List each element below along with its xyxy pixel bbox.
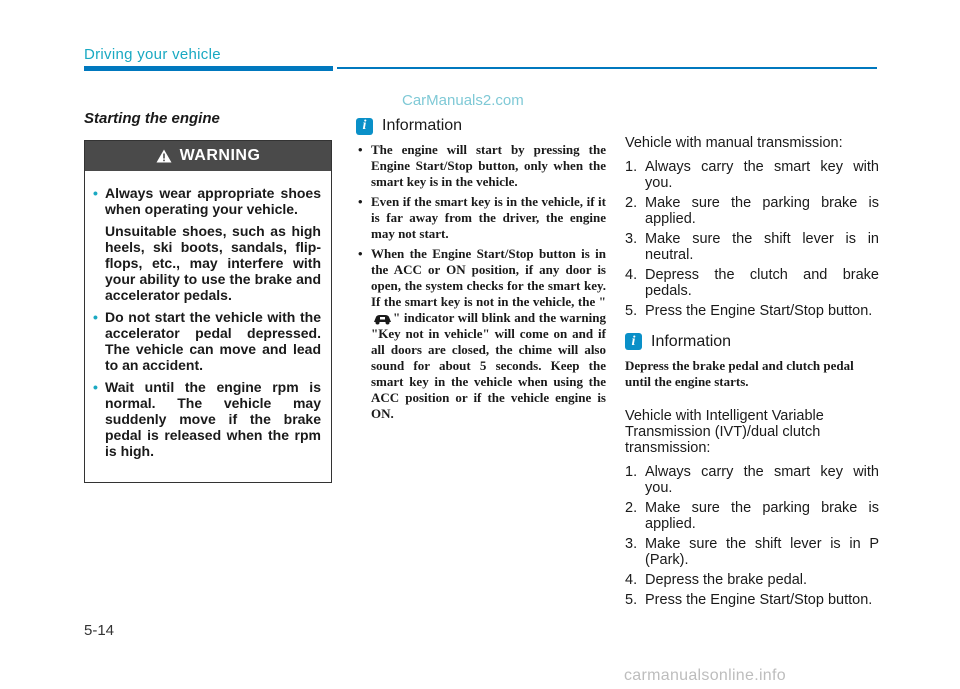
bullet-icon: • <box>358 142 363 157</box>
list-item: 1. Always carry the smart key with you. <box>625 159 879 191</box>
info-heading <box>356 117 462 135</box>
manual-steps-list <box>625 159 879 319</box>
bullet-icon: • <box>358 194 363 209</box>
warning-header <box>85 141 331 171</box>
list-item: 2. Make sure the parking brake is applied. <box>625 195 879 227</box>
ivt-steps-list <box>625 464 879 608</box>
warning-item <box>93 309 321 373</box>
info-icon: i <box>356 118 373 135</box>
list-item: 5. Press the Engine Start/Stop button. <box>625 592 873 608</box>
list-item: 4. Depress the clutch and brake pedals. <box>625 267 879 299</box>
smart-key-indicator-icon <box>371 313 393 325</box>
list-item: 2. Make sure the parking brake is applied. <box>625 500 879 532</box>
warning-list <box>85 171 331 459</box>
warning-item <box>93 379 321 459</box>
bullet-icon: • <box>93 309 98 325</box>
manual-intro: Vehicle with manual transmission: <box>625 135 843 151</box>
list-item: 3. Make sure the shift lever is in neutral. <box>625 231 879 263</box>
bullet-icon: • <box>358 246 363 261</box>
warning-item <box>93 185 321 303</box>
list-item: 4. Depress the brake pedal. <box>625 572 808 588</box>
watermark-bottom: carmanualsonline.info <box>624 667 786 684</box>
bullet-icon: • <box>93 185 98 201</box>
list-item: 3. Make sure the shift lever is in P (Park). <box>625 536 879 568</box>
page-title: Starting the engine <box>84 110 220 127</box>
list-item: 5. Press the Engine Start/Stop button. <box>625 303 873 319</box>
header-bar-thick <box>84 66 333 71</box>
ivt-intro: Vehicle with Intelligent Variable Transmission (IVT)/dual clutch transmission: <box>625 408 824 456</box>
warning-paragraph: Wait until the engine rpm is normal. The vehicle may suddenly move if the brake pedal is released when the rpm is high. <box>105 379 321 459</box>
page-number: 5-14 <box>84 622 115 639</box>
warning-paragraph: Always wear appropriate shoes when operating your vehicle. <box>105 185 321 217</box>
bullet-icon: • <box>93 379 98 395</box>
info-title: Information <box>382 117 463 134</box>
info-icon: i <box>625 333 642 350</box>
info-item-text-after: " indicator will blink and the warning "Key not in vehicle" will come on and if all doors are closed, the chime will also sound for about 5 seconds. Keep the smart key in the vehicle when using the ACC position or if the vehicle engine is ON. <box>371 310 606 421</box>
header-section-title: Driving your vehicle <box>84 46 221 63</box>
header-bar-thin <box>337 67 877 69</box>
info-title: Information <box>651 332 732 350</box>
list-item: 1. Always carry the smart key with you. <box>625 464 879 496</box>
warning-paragraph: Unsuitable shoes, such as high heels, ski boots, sandals, flip-flops, etc., may interfere with your ability to use the brake and accelerator pedals. <box>105 223 321 303</box>
warning-paragraph: Do not start the vehicle with the accelerator pedal depressed. The vehicle can move and lead to an accident. <box>105 309 321 373</box>
warning-box <box>84 140 332 483</box>
info-item-text-before: When the Engine Start/Stop button is in the ACC or ON position, if any door is open, the system checks for the smart key. If the smart key is not in the vehicle, the " <box>371 246 606 309</box>
info-body: Depress the brake pedal and clutch pedal until the engine starts. <box>625 358 854 389</box>
right-column <box>625 135 879 612</box>
info-item <box>356 142 606 190</box>
info-item-text: The engine will start by pressing the Engine Start/Stop button, only when the smart key is in the vehicle. <box>371 142 606 189</box>
warning-triangle-icon <box>156 149 172 163</box>
watermark-top: CarManuals2.com <box>402 92 524 109</box>
info-item <box>356 246 606 422</box>
info-list <box>356 142 606 426</box>
info-heading <box>625 333 879 350</box>
info-item <box>356 194 606 242</box>
info-item-text: Even if the smart key is in the vehicle, if it is far away from the driver, the engine may not start. <box>371 194 606 241</box>
warning-label: WARNING <box>179 147 261 164</box>
